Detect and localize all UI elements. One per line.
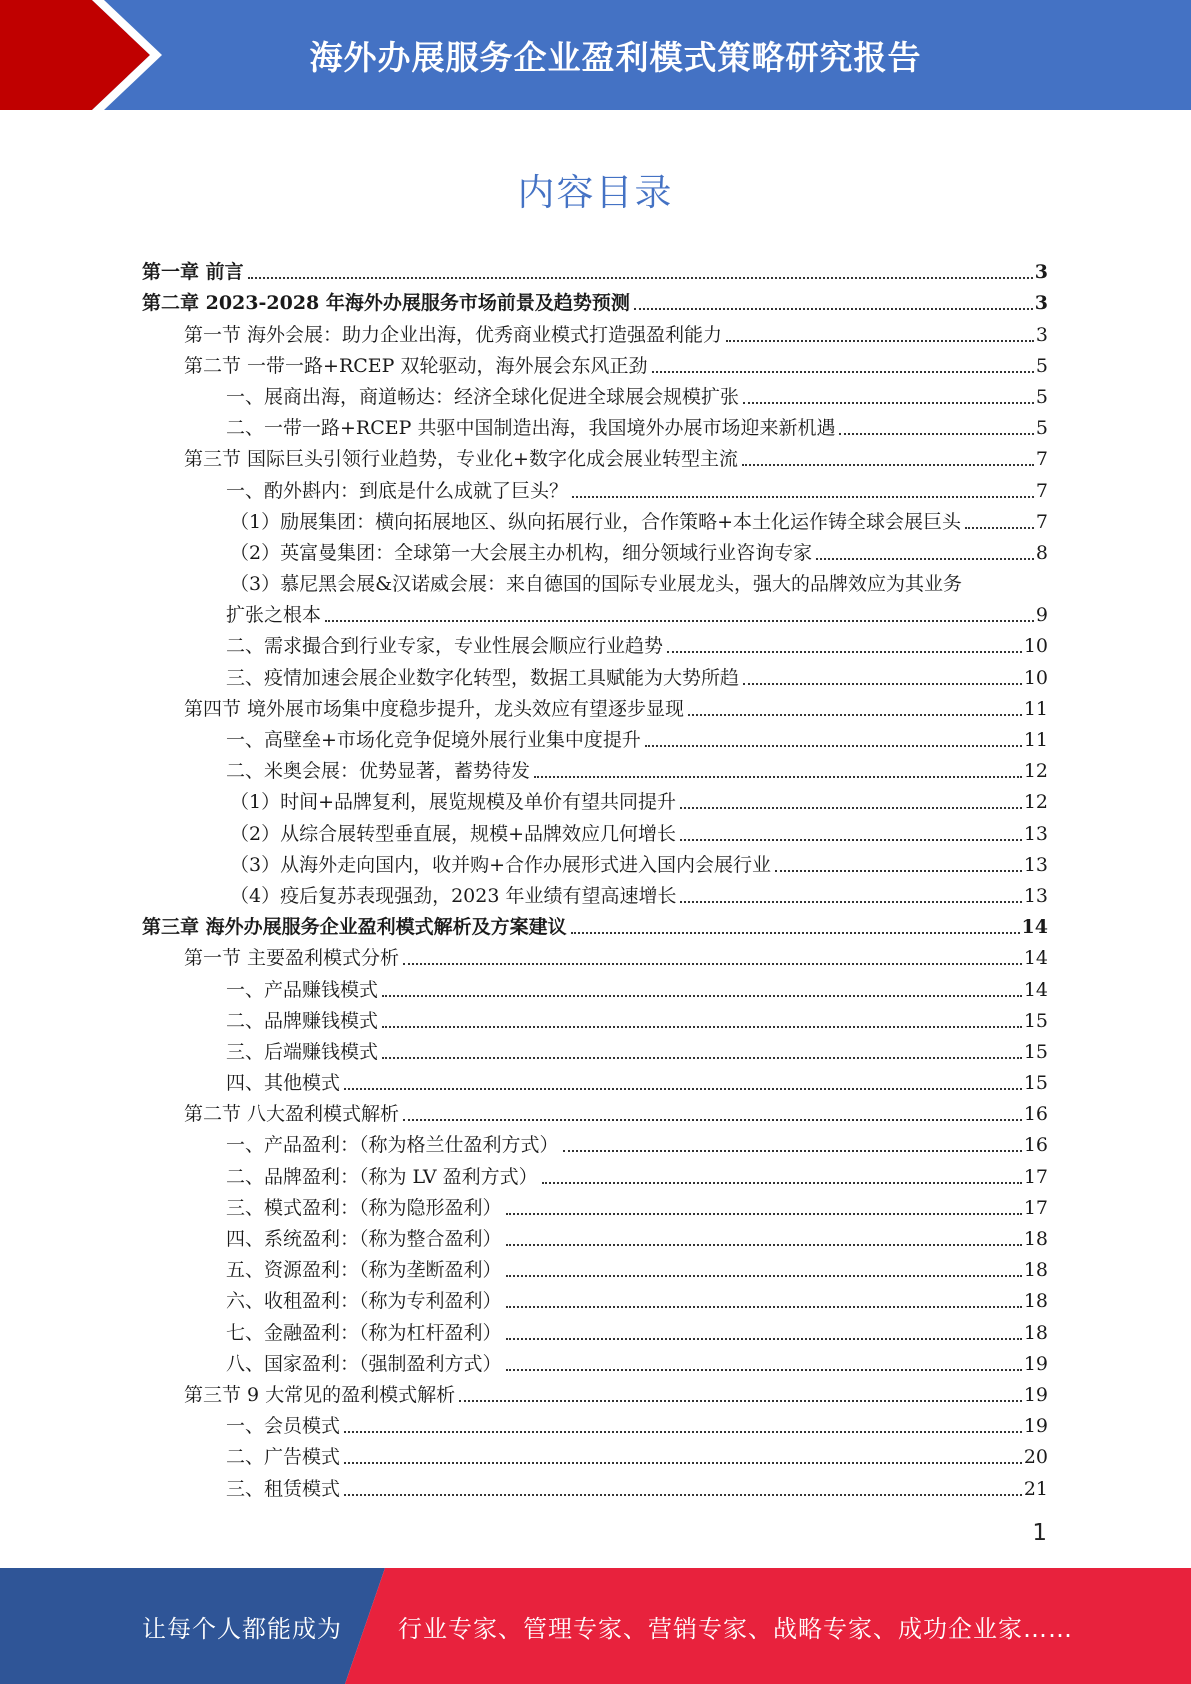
footer-slogan-left: 让每个人都能成为 (142, 1614, 342, 1643)
toc-entry-text: 一、酌外斟内：到底是什么成就了巨头？ (226, 479, 569, 502)
toc-entry-text: 二、品牌赚钱模式 (226, 1009, 379, 1032)
toc-subsection-entry[interactable] (142, 505, 1048, 536)
toc-entry-text: 第三章 海外办展服务企业盈利模式解析及方案建议 (142, 916, 567, 939)
toc-page-number: 5 (1035, 417, 1048, 440)
toc-subsection-entry[interactable] (142, 785, 1048, 816)
toc-page-number: 18 (1023, 1259, 1048, 1282)
toc-page-number: 16 (1023, 1134, 1048, 1157)
toc-subsection-entry[interactable] (142, 879, 1048, 910)
toc-entry-text: （3）从海外走向国内，收并购+合作办展形式进入国内会展行业 (230, 853, 772, 876)
dot-leader (506, 1213, 1022, 1215)
toc-chapter-entry[interactable] (142, 255, 1048, 286)
dot-leader (688, 714, 1022, 716)
toc-entry-text: 二、需求撮合到行业专家，专业性展会顺应行业趋势 (226, 635, 664, 658)
table-of-contents (142, 255, 1048, 1503)
toc-entry-text: 三、租赁模式 (226, 1477, 341, 1500)
toc-section-entry[interactable] (142, 442, 1048, 473)
toc-subsection-entry[interactable] (142, 629, 1048, 660)
toc-entry-text: 二、广告模式 (226, 1446, 341, 1469)
toc-entry-text: 三、后端赚钱模式 (226, 1040, 379, 1063)
toc-entry-text: （1）励展集团：横向拓展地区、纵向拓展行业，合作策略+本土化运作铸全球会展巨头 (230, 510, 962, 533)
dot-leader (743, 683, 1022, 685)
dot-leader (382, 1026, 1022, 1028)
toc-page-number: 7 (1035, 448, 1048, 471)
toc-subsection-entry[interactable] (142, 1440, 1048, 1471)
toc-subsection-entry[interactable] (142, 1409, 1048, 1440)
toc-page-number: 20 (1023, 1446, 1048, 1469)
toc-page-number: 14 (1023, 978, 1048, 1001)
dot-leader (382, 1057, 1022, 1059)
toc-page-number: 10 (1023, 635, 1048, 658)
dot-leader (506, 1244, 1022, 1246)
toc-page-number: 3 (1034, 261, 1048, 284)
toc-page-number: 7 (1035, 510, 1048, 533)
toc-page-number: 3 (1035, 323, 1048, 346)
dot-leader (652, 371, 1034, 373)
dot-leader (839, 433, 1033, 435)
dot-leader (726, 340, 1034, 342)
toc-subsection-entry[interactable] (142, 1347, 1048, 1378)
dot-leader (248, 277, 1033, 279)
toc-subsection-entry[interactable] (142, 380, 1048, 411)
dot-leader (680, 901, 1021, 903)
toc-section-entry[interactable] (142, 1378, 1048, 1409)
toc-entry-text: 四、其他模式 (226, 1072, 341, 1095)
toc-entry-text: 五、资源盈利：（称为垄断盈利） (226, 1259, 502, 1282)
toc-subsection-entry[interactable] (142, 1004, 1048, 1035)
dot-leader (645, 745, 1022, 747)
toc-subsection-entry[interactable] (142, 536, 1048, 567)
toc-entry-text: （4）疫后复苏表现强劲，2023 年业绩有望高速增长 (230, 884, 677, 907)
toc-entry-text: 第二节 一带一路+RCEP 双轮驱动，海外展会东风正劲 (184, 354, 648, 377)
toc-subsection-entry[interactable] (142, 816, 1048, 847)
toc-page-number: 21 (1023, 1477, 1048, 1500)
toc-page-number: 19 (1023, 1383, 1048, 1406)
toc-page-number: 11 (1023, 729, 1048, 751)
toc-entry-text: 第四节 境外展市场集中度稳步提升，龙头效应有望逐步显现 (184, 697, 685, 720)
toc-entry-text-continued: 扩张之根本 (226, 604, 322, 627)
dot-leader (563, 1150, 1022, 1152)
toc-subsection-entry[interactable] (142, 972, 1048, 1003)
toc-entry-text: 第一节 海外会展：助力企业出海，优秀商业模式打造强盈利能力 (184, 323, 723, 346)
toc-subsection-entry[interactable] (142, 411, 1048, 442)
dot-leader (634, 308, 1033, 310)
toc-page-number: 14 (1021, 916, 1048, 939)
toc-page-number: 3 (1034, 292, 1048, 315)
toc-page-number: 5 (1035, 354, 1048, 377)
toc-page-number: 15 (1023, 1009, 1048, 1032)
dot-leader (506, 1369, 1022, 1371)
toc-entry-text: 八、国家盈利：（强制盈利方式） (226, 1352, 502, 1375)
toc-section-entry[interactable] (142, 317, 1048, 348)
toc-page-number: 19 (1023, 1415, 1048, 1438)
dot-leader (325, 620, 1034, 622)
toc-entry-text: 二、品牌盈利：（称为 LV 盈利方式） (226, 1165, 538, 1188)
toc-entry-text: 七、金融盈利：（称为杠杆盈利） (226, 1321, 502, 1344)
toc-entry-text: 二、米奥会展：优势显著，蓄势待发 (226, 760, 531, 783)
toc-entry-text: （2）从综合展转型垂直展，规模+品牌效应几何增长 (230, 822, 677, 845)
dot-leader (382, 995, 1022, 997)
toc-heading: 内容目录 (517, 171, 674, 214)
toc-entry[interactable] (142, 567, 1048, 629)
toc-page-number: 13 (1023, 822, 1048, 845)
toc-subsection-entry[interactable] (142, 1066, 1048, 1097)
dot-leader (344, 1431, 1022, 1433)
toc-page-number: 9 (1035, 604, 1048, 627)
dot-leader (571, 932, 1020, 934)
dot-leader (680, 839, 1022, 841)
dot-leader (506, 1306, 1022, 1308)
toc-entry-text: 六、收租盈利：（称为专利盈利） (226, 1290, 502, 1313)
dot-leader (344, 1494, 1022, 1496)
dot-leader (667, 651, 1022, 653)
toc-entry-text: 四、系统盈利：（称为整合盈利） (226, 1228, 502, 1250)
toc-page-number: 18 (1023, 1228, 1048, 1250)
toc-section-entry[interactable] (142, 941, 1048, 972)
toc-section-entry[interactable] (142, 692, 1048, 723)
dot-leader (506, 1275, 1022, 1277)
dot-leader (542, 1182, 1022, 1184)
toc-entry-text: 一、产品盈利：（称为格兰仕盈利方式） (226, 1134, 559, 1157)
toc-chapter-entry[interactable] (142, 286, 1048, 317)
toc-subsection-entry[interactable] (142, 1191, 1048, 1222)
toc-page-number: 14 (1023, 947, 1048, 970)
header-banner (0, 0, 1191, 110)
toc-subsection-entry[interactable] (142, 1222, 1048, 1253)
toc-page-number: 5 (1035, 385, 1048, 408)
toc-subsection-entry[interactable] (142, 473, 1048, 504)
toc-subsection-entry[interactable] (142, 660, 1048, 691)
toc-entry-text: 一、产品赚钱模式 (226, 978, 379, 1001)
toc-section-entry[interactable] (142, 349, 1048, 380)
toc-subsection-entry[interactable] (142, 1284, 1048, 1315)
toc-entry-text: 第三节 9 大常见的盈利模式解析 (184, 1383, 456, 1406)
toc-page-number: 13 (1023, 884, 1048, 907)
toc-entry-text: 第一节 主要盈利模式分析 (184, 947, 400, 970)
toc-entry-text: （2）英富曼集团：全球第一大会展主办机构，细分领域行业咨询专家 (230, 541, 813, 564)
toc-entry-text: 三、模式盈利：（称为隐形盈利） (226, 1196, 502, 1219)
toc-page-number: 13 (1023, 853, 1048, 876)
dot-leader (344, 1462, 1022, 1464)
footer-banner (0, 1568, 1191, 1684)
toc-page-number: 18 (1023, 1290, 1048, 1313)
toc-subsection-entry[interactable] (142, 1253, 1048, 1284)
toc-entry-text: 一、高壁垒+市场化竞争促境外展行业集中度提升 (226, 729, 641, 751)
toc-entry-text: （3）慕尼黑会展&汉诺威会展：来自德国的国际专业展龙头，强大的品牌效应为其业务 (230, 573, 963, 596)
toc-page-number: 17 (1023, 1196, 1048, 1219)
toc-page-number: 15 (1023, 1040, 1048, 1063)
toc-page-number: 10 (1023, 666, 1048, 689)
dot-leader (403, 963, 1022, 965)
toc-entry-text: （1）时间+品牌复利，展览规模及单价有望共同提升 (230, 791, 677, 814)
report-title: 海外办展服务企业盈利模式策略研究报告 (309, 37, 922, 77)
dot-leader (743, 402, 1034, 404)
toc-subsection-entry[interactable] (142, 848, 1048, 879)
toc-subsection-entry[interactable] (142, 1315, 1048, 1346)
toc-entry-text: 第一章 前言 (142, 261, 244, 284)
footer-slogan-right: 行业专家、管理专家、营销专家、战略专家、成功企业家…… (398, 1614, 1073, 1643)
toc-page-number: 15 (1023, 1072, 1048, 1095)
dot-leader (965, 527, 1034, 529)
toc-subsection-entry[interactable] (142, 1035, 1048, 1066)
dot-leader (344, 1088, 1022, 1090)
toc-section-entry[interactable] (142, 1097, 1048, 1128)
toc-page-number: 16 (1023, 1103, 1048, 1126)
toc-page-number: 17 (1023, 1165, 1048, 1188)
toc-page-number: 18 (1023, 1321, 1048, 1344)
toc-page-number: 11 (1023, 697, 1048, 720)
dot-leader (680, 807, 1022, 809)
page-number: 1 (1032, 1520, 1047, 1546)
dot-leader (816, 558, 1034, 560)
dot-leader (775, 870, 1022, 872)
toc-subsection-entry[interactable] (142, 1128, 1048, 1159)
toc-chapter-entry[interactable] (142, 910, 1048, 941)
toc-entry-text: 一、会员模式 (226, 1415, 341, 1438)
toc-subsection-entry[interactable] (142, 754, 1048, 785)
toc-page-number: 12 (1023, 760, 1048, 783)
toc-page-number: 8 (1035, 541, 1048, 564)
dot-leader (572, 496, 1034, 498)
toc-page-number: 12 (1023, 791, 1048, 814)
toc-subsection-entry[interactable] (142, 1159, 1048, 1190)
dot-leader (534, 776, 1022, 778)
dot-leader (506, 1338, 1022, 1340)
dot-leader (742, 464, 1034, 466)
dot-leader (459, 1400, 1022, 1402)
toc-page-number: 19 (1023, 1352, 1048, 1375)
toc-entry-text: 一、展商出海，商道畅达：经济全球化促进全球展会规模扩张 (226, 385, 740, 408)
dot-leader (403, 1119, 1022, 1121)
toc-entry-text: 第二节 八大盈利模式解析 (184, 1103, 400, 1126)
toc-entry-text: 第三节 国际巨头引领行业趋势，专业化+数字化成会展业转型主流 (184, 448, 738, 471)
toc-subsection-entry[interactable] (142, 723, 1048, 754)
toc-entry-text: 第二章 2023-2028 年海外办展服务市场前景及趋势预测 (142, 292, 630, 315)
toc-entry-text: 三、疫情加速会展企业数字化转型，数据工具赋能为大势所趋 (226, 666, 740, 689)
toc-entry-text: 二、一带一路+RCEP 共驱中国制造出海，我国境外办展市场迎来新机遇 (226, 417, 836, 440)
toc-page-number: 7 (1035, 479, 1048, 502)
toc-subsection-entry[interactable] (142, 1471, 1048, 1502)
